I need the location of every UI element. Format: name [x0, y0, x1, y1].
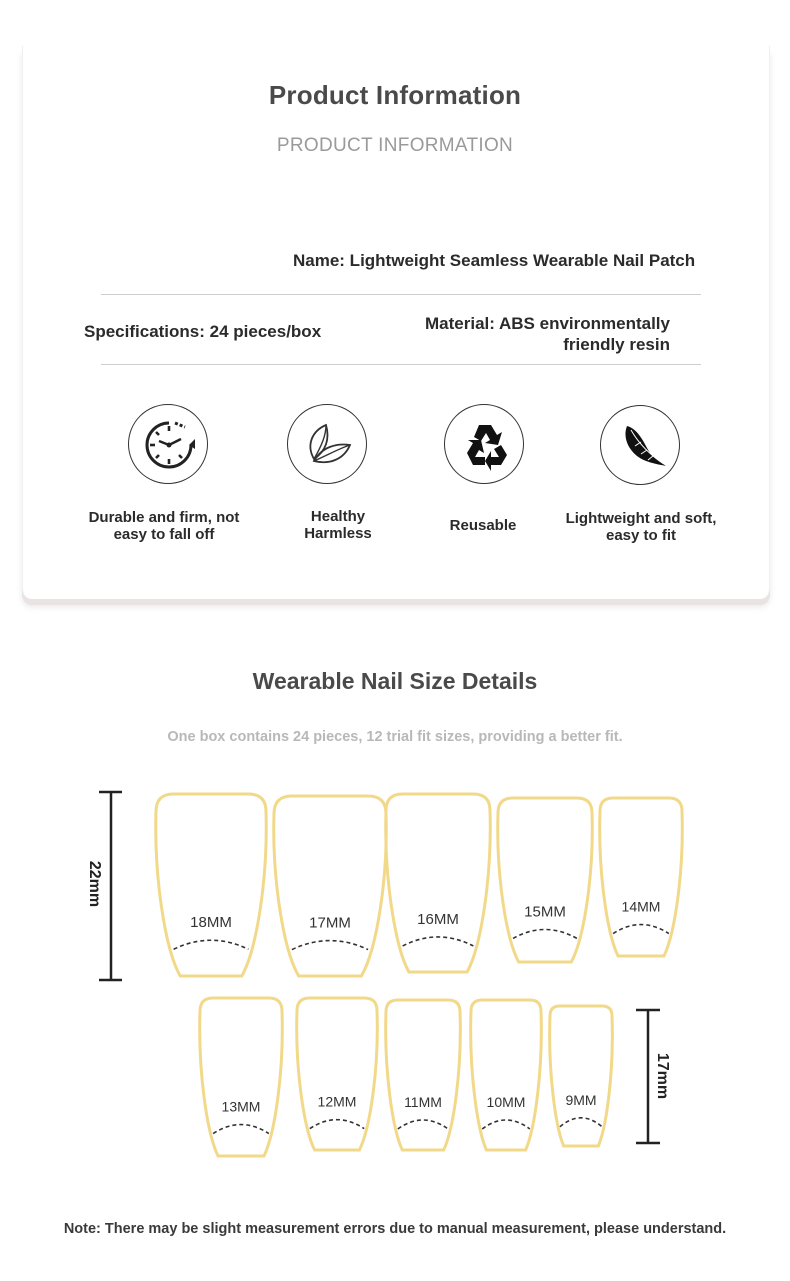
divider	[101, 294, 701, 295]
leaf-icon	[287, 404, 367, 484]
nail-outline	[297, 998, 378, 1150]
length-label-22mm: 22mm	[86, 860, 103, 908]
nail-outline	[600, 798, 683, 956]
product-name: Name: Lightweight Seamless Wearable Nail Patch	[293, 251, 696, 270]
nail-size-label: 17MM	[309, 914, 351, 932]
nail-outline	[386, 794, 490, 972]
nail-outline	[274, 796, 386, 976]
nail-outlines	[156, 794, 683, 1156]
nail-size-label: 18MM	[190, 914, 232, 932]
nail-outline	[156, 794, 266, 976]
material-line-2: friendly resin	[563, 335, 670, 354]
nail-size-label: 10MM	[486, 1094, 526, 1110]
nail-size-label: 15MM	[524, 903, 566, 921]
nail-outline	[200, 998, 283, 1156]
clock-icon	[128, 404, 208, 484]
nail-outline	[471, 1000, 542, 1150]
recycle-icon	[444, 404, 524, 484]
nail-outline	[386, 1000, 461, 1150]
nail-size-diagram	[0, 760, 790, 1180]
nail-size-label: 16MM	[417, 910, 459, 928]
nail-size-label: 11MM	[404, 1094, 442, 1110]
nail-outline	[550, 1006, 613, 1146]
product-info-title: Product Information	[268, 80, 522, 110]
feature-label-lightweight: Lightweight and soft, easy to fit	[565, 510, 717, 544]
feature-label-healthy: Healthy Harmless	[304, 508, 372, 542]
product-specifications: Specifications: 24 pieces/box	[84, 322, 322, 341]
length-bar-22mm	[86, 792, 122, 980]
feature-label-durable: Durable and firm, not easy to fall off	[88, 509, 240, 543]
material-line-1: Material: ABS environmentally	[425, 314, 670, 333]
nail-size-label: 12MM	[317, 1093, 357, 1110]
feature-label-reusable: Reusable	[449, 517, 517, 534]
nail-size-label: 14MM	[621, 898, 661, 915]
nail-size-label: 9MM	[565, 1091, 597, 1108]
length-label-17mm: 17mm	[654, 1052, 671, 1100]
divider	[101, 364, 701, 365]
nail-outline	[498, 798, 593, 962]
feather-icon	[600, 405, 680, 485]
measurement-note: Note: There may be slight measurement errors due to manual measurement, please understand.	[63, 1221, 727, 1237]
product-info-subtitle: PRODUCT INFORMATION	[276, 135, 514, 156]
length-bar-17mm	[636, 1010, 671, 1143]
size-details-subtitle: One box contains 24 pieces, 12 trial fit sizes, providing a better fit.	[167, 729, 623, 745]
product-material	[420, 313, 670, 355]
size-details-title: Wearable Nail Size Details	[252, 668, 538, 694]
nail-size-label: 13MM	[221, 1098, 261, 1115]
